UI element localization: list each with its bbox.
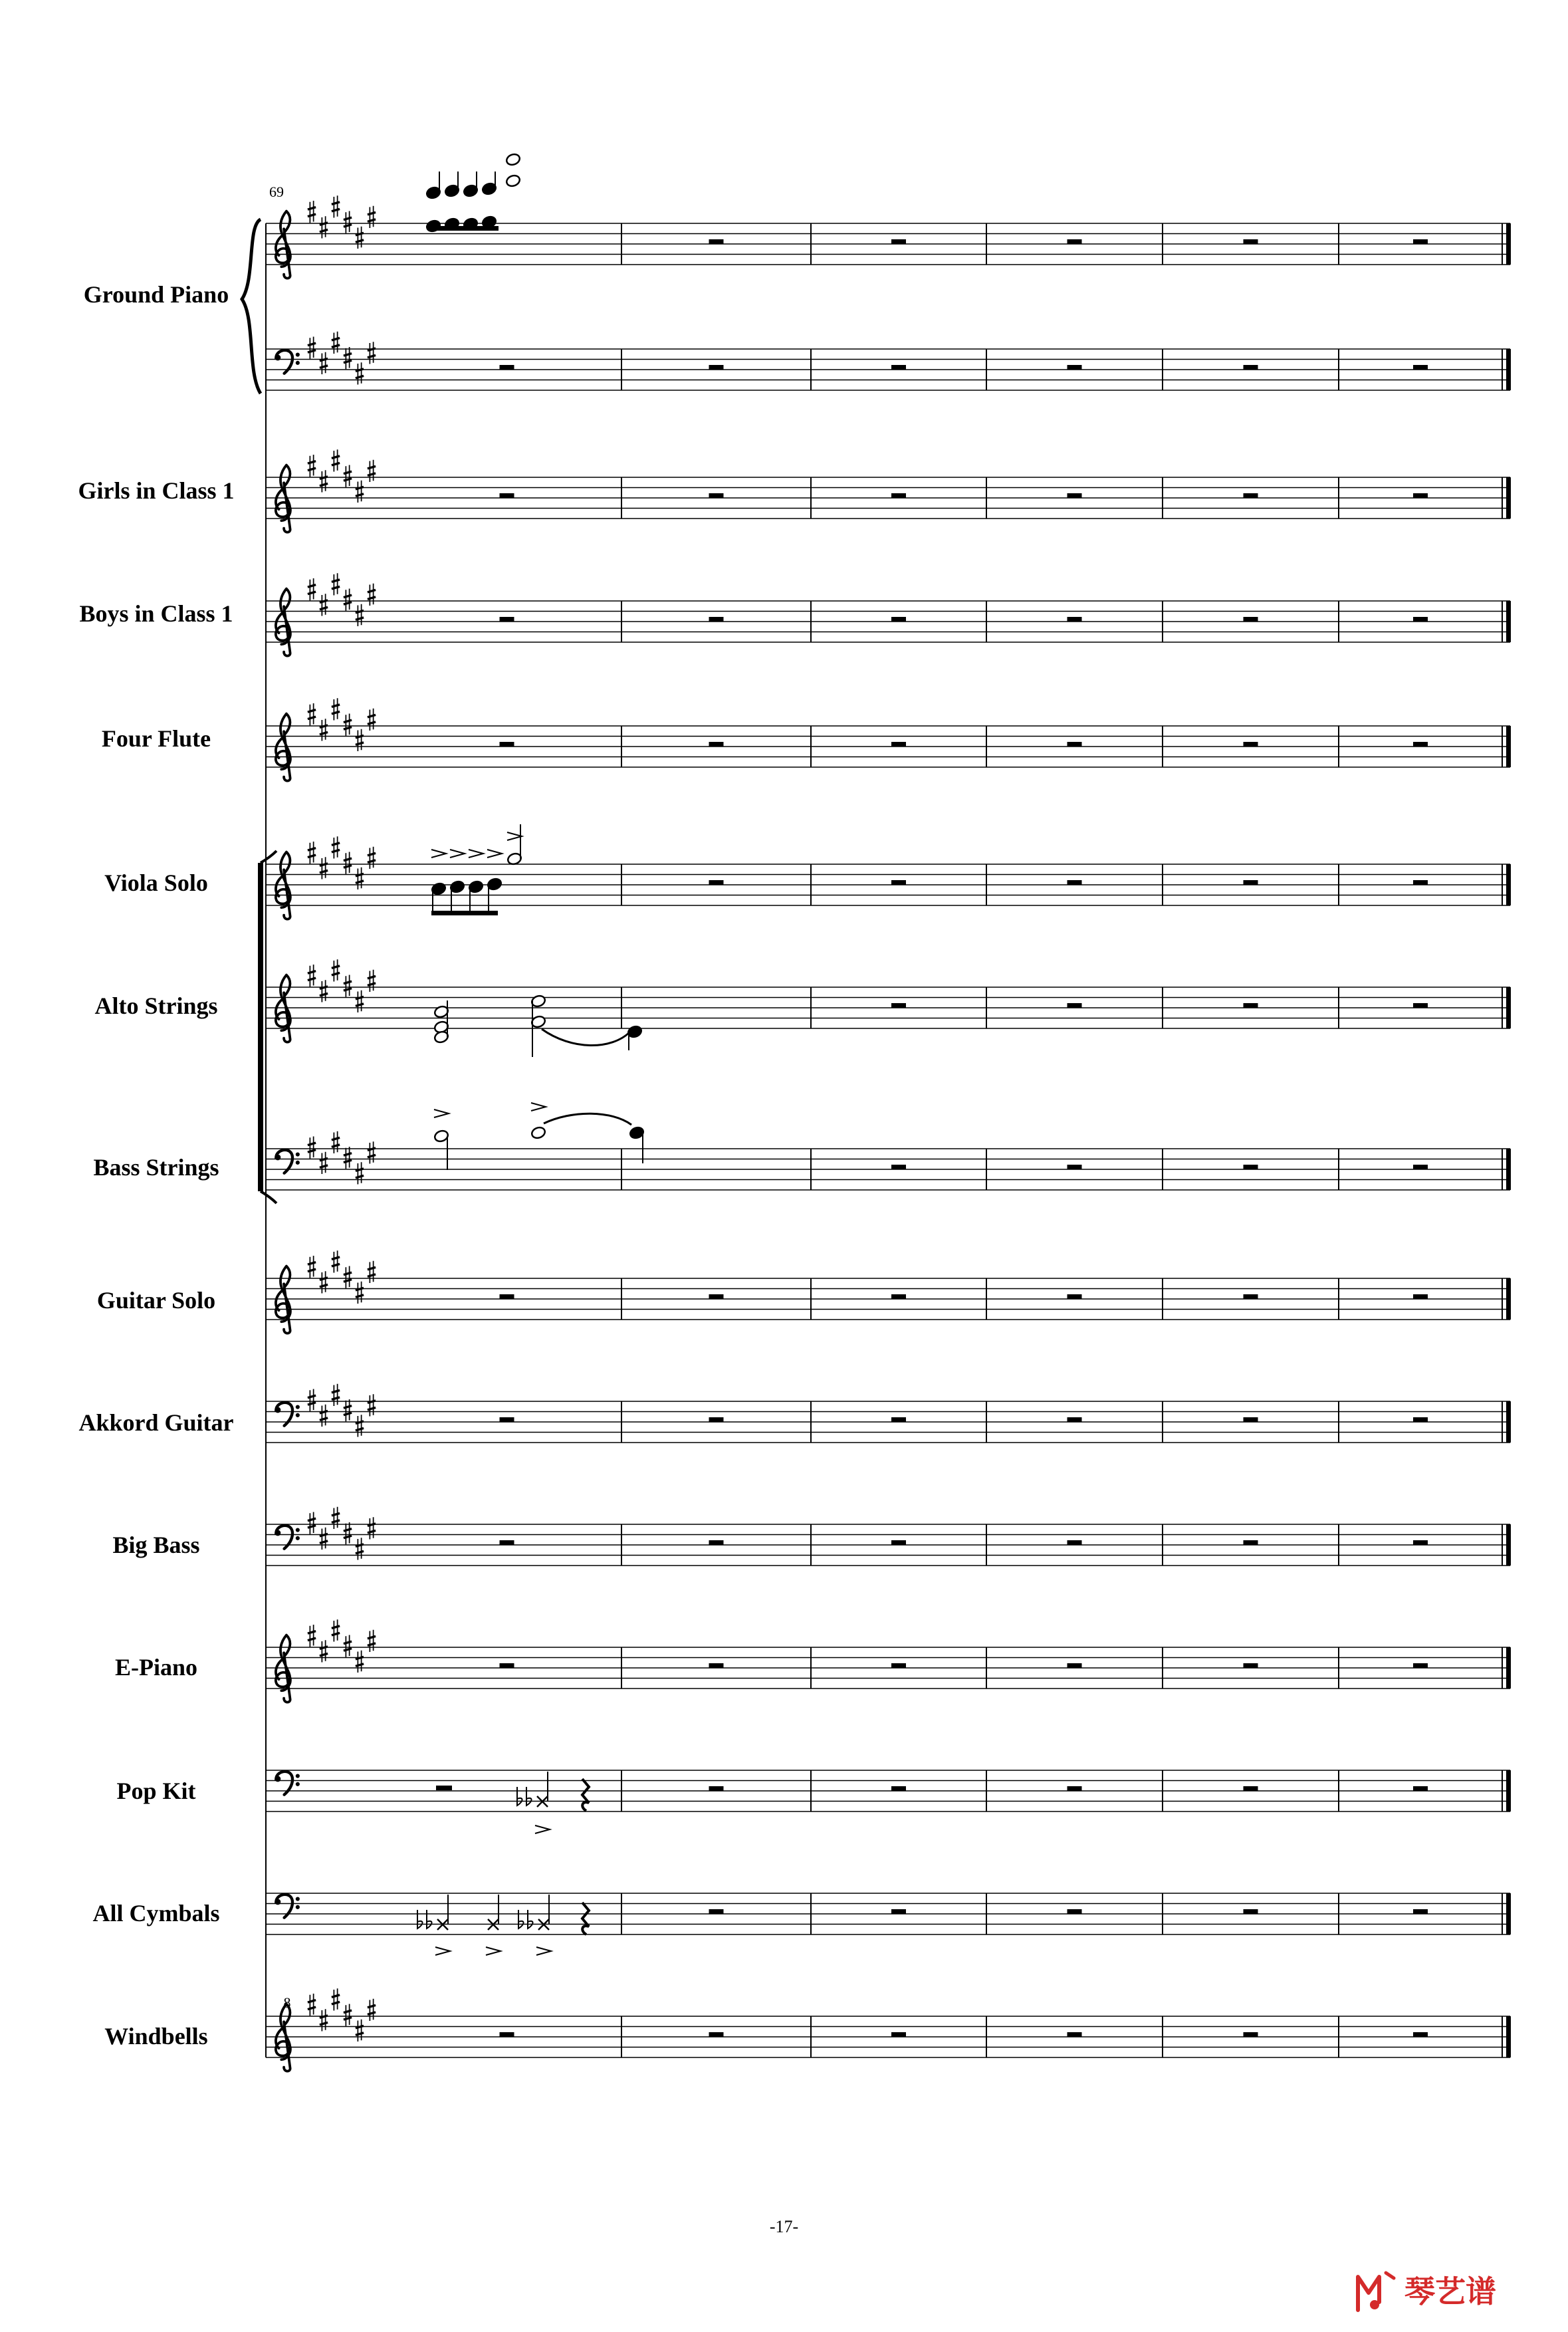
- treble-clef-icon: [276, 1266, 290, 1334]
- whole-rest: [891, 1417, 906, 1422]
- whole-rest: [709, 1663, 724, 1668]
- accent-mark: [487, 850, 502, 858]
- staff: [266, 1770, 1511, 1811]
- sharp-icon: [356, 362, 364, 384]
- tie: [542, 1029, 630, 1046]
- accent-mark: [434, 1109, 449, 1117]
- sharp-icon: [344, 1522, 352, 1544]
- sharp-icon: [356, 481, 364, 503]
- whole-rest: [1067, 2032, 1082, 2037]
- sharp-icon: [368, 1999, 376, 2021]
- whole-rest: [1067, 1786, 1082, 1791]
- sharp-icon: [356, 227, 364, 249]
- whole-rest: [1244, 365, 1258, 370]
- whole-rest: [1244, 742, 1258, 747]
- whole-rest: [1067, 880, 1082, 885]
- sharp-icon: [368, 970, 376, 992]
- grand-staff-brace: [242, 219, 261, 394]
- whole-rest: [1413, 493, 1428, 498]
- whole-rest: [1244, 493, 1258, 498]
- whole-rest: [709, 880, 724, 885]
- whole-rest: [1067, 1663, 1082, 1668]
- whole-rest: [500, 1417, 514, 1422]
- instrument-label: Viola Solo: [104, 870, 208, 896]
- strings-bracket-top: [261, 851, 277, 863]
- final-barline-thick: [1506, 1278, 1511, 1320]
- accent-mark: [486, 1947, 501, 1955]
- sharp-icon: [320, 2009, 328, 2031]
- whole-rest: [1413, 1003, 1428, 1008]
- instrument-label: Alto Strings: [94, 992, 218, 1019]
- whole-rest: [709, 1540, 724, 1545]
- sharp-icon: [368, 1141, 376, 1163]
- sharp-icon: [368, 584, 376, 606]
- sharp-icon: [308, 965, 316, 987]
- whole-rest: [1244, 1540, 1258, 1545]
- instrument-label: E-Piano: [114, 1654, 198, 1681]
- final-barline-thick: [1506, 1647, 1511, 1689]
- sharp-icon: [320, 216, 328, 238]
- whole-rest: [1067, 1165, 1082, 1169]
- sharp-icon: [356, 1415, 364, 1437]
- flat-icon: [417, 1910, 423, 1928]
- whole-rest: [1413, 880, 1428, 885]
- sharp-icon: [356, 1651, 364, 1673]
- whole-rest: [1244, 880, 1258, 885]
- whole-rest: [1244, 1909, 1258, 1914]
- whole-rest: [891, 617, 906, 622]
- whole-rest: [709, 239, 724, 244]
- treble-clef-icon: [276, 211, 290, 279]
- whole-rest: [1244, 1663, 1258, 1668]
- whole-rest: [891, 1909, 906, 1914]
- accent-mark: [536, 1947, 551, 1955]
- sharp-icon: [320, 1640, 328, 1662]
- sharp-icon: [332, 959, 340, 981]
- sharp-icon: [356, 1162, 364, 1184]
- sharp-icon: [308, 1256, 316, 1278]
- staff: [266, 1893, 1511, 1934]
- staff: [266, 195, 1511, 278]
- sharp-icon: [356, 991, 364, 1012]
- sharp-icon: [344, 347, 352, 369]
- whole-rest: [1413, 1909, 1428, 1914]
- instrument-label: Ground Piano: [83, 281, 229, 308]
- staff: [266, 1988, 1511, 2071]
- staff: [266, 573, 1511, 655]
- whole-rest: [709, 742, 724, 747]
- sharp-icon: [308, 455, 316, 477]
- whole-rest: [1413, 1294, 1428, 1299]
- sharp-icon: [344, 1147, 352, 1169]
- whole-rest: [1244, 2032, 1258, 2037]
- whole-rest: [1067, 742, 1082, 747]
- whole-rest: [1413, 1165, 1428, 1169]
- whole-rest: [1413, 1417, 1428, 1422]
- quarter-rest: [582, 1903, 589, 1934]
- whole-rest: [1413, 742, 1428, 747]
- whole-rest: [1413, 239, 1428, 244]
- final-barline-thick: [1506, 864, 1511, 905]
- final-barline-thick: [1506, 2016, 1511, 2057]
- staff: [266, 959, 1511, 1042]
- sharp-icon: [332, 1131, 340, 1153]
- sharp-icon: [320, 594, 328, 616]
- beam: [432, 226, 499, 231]
- sharp-icon: [368, 1630, 376, 1652]
- whole-rest: [1067, 1417, 1082, 1422]
- final-barline-thick: [1506, 1401, 1511, 1443]
- instrument-label: All Cymbals: [92, 1900, 220, 1926]
- sharp-icon: [332, 1384, 340, 1406]
- instrument-label: Girls in Class 1: [78, 477, 235, 504]
- whole-rest: [1067, 1909, 1082, 1914]
- treble-clef-icon: [276, 975, 290, 1042]
- staff: [266, 1384, 1511, 1443]
- whole-rest: [1413, 617, 1428, 622]
- staff: [266, 1131, 1511, 1190]
- final-barline-thick: [1506, 601, 1511, 642]
- whole-rest: [500, 1294, 514, 1299]
- whole-rest: [500, 493, 514, 498]
- whole-rest: [1244, 1294, 1258, 1299]
- sharp-icon: [356, 604, 364, 626]
- strings-bracket-bottom: [261, 1191, 277, 1203]
- sharp-icon: [332, 1507, 340, 1529]
- final-barline-thick: [1506, 349, 1511, 390]
- sharp-icon: [356, 1538, 364, 1560]
- accent-mark: [450, 850, 465, 858]
- accent-mark: [507, 832, 522, 840]
- music-note-logo-icon: [1358, 2273, 1394, 2310]
- page-number: -17-: [769, 2217, 799, 2236]
- whole-rest: [891, 742, 906, 747]
- whole-rest: [500, 1540, 514, 1545]
- whole-rest: [1244, 1003, 1258, 1008]
- sharp-icon: [308, 842, 316, 864]
- flat-icon: [517, 1787, 522, 1806]
- instrument-label: Big Bass: [112, 1532, 200, 1558]
- sharp-icon: [308, 1137, 316, 1159]
- whole-rest: [891, 1165, 906, 1169]
- sharp-icon: [320, 352, 328, 374]
- sharp-icon: [332, 449, 340, 471]
- final-barline-thick: [1506, 987, 1511, 1028]
- instrument-label: Four Flute: [101, 725, 211, 752]
- whole-rest: [1067, 1003, 1082, 1008]
- sharp-icon: [368, 206, 376, 228]
- whole-rest: [1067, 1540, 1082, 1545]
- treble-clef-icon: [276, 2004, 290, 2071]
- whole-rest: [1067, 493, 1082, 498]
- sharp-icon: [356, 868, 364, 889]
- sharp-icon: [308, 1625, 316, 1647]
- whole-rest: [709, 365, 724, 370]
- whole-rest: [1413, 1786, 1428, 1791]
- sharp-icon: [332, 698, 340, 720]
- whole-rest: [891, 239, 906, 244]
- sharp-icon: [344, 1399, 352, 1421]
- sharp-icon: [368, 1261, 376, 1283]
- whole-rest: [500, 617, 514, 622]
- instrument-label: Boys in Class 1: [79, 600, 233, 627]
- octave-mark: 8: [283, 1994, 291, 2011]
- sharp-icon: [368, 460, 376, 482]
- sharp-icon: [320, 857, 328, 879]
- sharp-icon: [332, 1619, 340, 1641]
- final-barline-thick: [1506, 1149, 1511, 1190]
- instrument-label: Guitar Solo: [96, 1287, 216, 1314]
- whole-rest: [709, 1909, 724, 1914]
- final-barline-thick: [1506, 1893, 1511, 1934]
- whole-rest: [709, 617, 724, 622]
- sharp-icon: [308, 1994, 316, 2016]
- sharp-icon: [344, 211, 352, 233]
- whole-rest: [1413, 1540, 1428, 1545]
- whole-rest: [891, 2032, 906, 2037]
- accent-mark: [535, 1825, 550, 1833]
- treble-clef-icon: [276, 465, 290, 532]
- whole-rest: [891, 1786, 906, 1791]
- sharp-icon: [356, 1282, 364, 1304]
- final-barline-thick: [1506, 726, 1511, 767]
- flat-icon: [518, 1910, 524, 1928]
- sharp-icon: [308, 337, 316, 359]
- sharp-icon: [344, 1266, 352, 1288]
- sharp-icon: [320, 470, 328, 492]
- flat-icon: [528, 1910, 533, 1928]
- whole-rest: [500, 1663, 514, 1668]
- staff: [266, 1507, 1511, 1566]
- whole-rest: [709, 1786, 724, 1791]
- sharp-icon: [344, 1635, 352, 1657]
- sharp-icon: [320, 1152, 328, 1174]
- sharp-icon: [368, 709, 376, 731]
- sharp-icon: [368, 1517, 376, 1539]
- notehead: [530, 1126, 546, 1140]
- whole-rest: [1244, 239, 1258, 244]
- measure-number: 69: [269, 183, 284, 200]
- beam: [431, 911, 498, 915]
- whole-rest: [1067, 617, 1082, 622]
- quarter-rest: [582, 1779, 589, 1811]
- sharp-icon: [332, 573, 340, 595]
- final-barline-thick: [1506, 1770, 1511, 1811]
- whole-rest: [1413, 2032, 1428, 2037]
- staff: [266, 449, 1511, 532]
- sharp-icon: [332, 836, 340, 858]
- whole-rest: [709, 493, 724, 498]
- sharp-icon: [344, 714, 352, 736]
- sharp-icon: [344, 465, 352, 487]
- accent-mark: [435, 1947, 450, 1955]
- final-barline-thick: [1506, 223, 1511, 265]
- half-notehead: [505, 153, 521, 167]
- sharp-icon: [344, 589, 352, 611]
- staff: [266, 698, 1511, 780]
- sharp-icon: [320, 719, 328, 741]
- treble-clef-icon: [276, 714, 290, 781]
- whole-rest: [1244, 1417, 1258, 1422]
- final-barline-thick: [1506, 1524, 1511, 1566]
- sharp-icon: [368, 847, 376, 869]
- sharp-icon: [320, 1528, 328, 1550]
- flat-icon: [427, 1910, 432, 1928]
- whole-rest: [1067, 239, 1082, 244]
- sharp-icon: [344, 2004, 352, 2026]
- site-logo: [1353, 2264, 1552, 2317]
- whole-rest: [891, 1663, 906, 1668]
- whole-rest: [891, 1003, 906, 1008]
- whole-rest: [500, 365, 514, 370]
- whole-rest: [891, 365, 906, 370]
- sharp-icon: [308, 578, 316, 600]
- accent-mark: [469, 850, 483, 858]
- whole-rest: [500, 742, 514, 747]
- instrument-label: Windbells: [104, 2023, 208, 2049]
- final-barline-thick: [1506, 477, 1511, 519]
- sharp-icon: [332, 332, 340, 354]
- treble-clef-icon: [276, 852, 290, 919]
- sharp-icon: [320, 980, 328, 1002]
- treble-clef-icon: [276, 1635, 290, 1702]
- sharp-icon: [332, 1988, 340, 2010]
- instrument-label: Akkord Guitar: [78, 1409, 234, 1436]
- whole-rest: [1413, 365, 1428, 370]
- instrument-label: Pop Kit: [116, 1778, 196, 1804]
- whole-rest: [709, 1417, 724, 1422]
- whole-rest: [891, 493, 906, 498]
- half-rest: [436, 1786, 452, 1790]
- sharp-icon: [356, 729, 364, 751]
- sharp-icon: [308, 1389, 316, 1411]
- whole-rest: [891, 1540, 906, 1545]
- sharp-icon: [332, 1250, 340, 1272]
- staff: [266, 836, 1511, 919]
- whole-rest: [891, 1294, 906, 1299]
- whole-rest: [709, 2032, 724, 2037]
- whole-rest: [709, 1294, 724, 1299]
- staff: [266, 1250, 1511, 1333]
- staff: [266, 332, 1511, 390]
- accent-mark: [431, 850, 446, 858]
- tie: [544, 1113, 631, 1125]
- half-notehead: [505, 174, 521, 188]
- sharp-icon: [320, 1405, 328, 1427]
- logo-text: 琴艺谱: [1404, 2274, 1496, 2309]
- whole-rest: [500, 2032, 514, 2037]
- whole-rest: [1067, 365, 1082, 370]
- sharp-icon: [332, 195, 340, 217]
- whole-rest: [1244, 617, 1258, 622]
- sharp-icon: [344, 852, 352, 874]
- accent-mark: [531, 1103, 546, 1111]
- sharp-icon: [320, 1271, 328, 1293]
- staff: [266, 1619, 1511, 1702]
- treble-clef-icon: [276, 589, 290, 656]
- flat-icon: [526, 1787, 532, 1806]
- sharp-icon: [308, 1512, 316, 1534]
- sharp-icon: [308, 201, 316, 223]
- whole-rest: [1413, 1663, 1428, 1668]
- whole-rest: [1244, 1165, 1258, 1169]
- whole-rest: [1244, 1786, 1258, 1791]
- whole-rest: [1067, 1294, 1082, 1299]
- sharp-icon: [308, 703, 316, 725]
- sharp-icon: [356, 2020, 364, 2041]
- sharp-icon: [368, 1394, 376, 1416]
- sharp-icon: [344, 975, 352, 997]
- sharp-icon: [368, 342, 376, 364]
- instrument-label: Bass Strings: [93, 1154, 219, 1181]
- whole-rest: [891, 880, 906, 885]
